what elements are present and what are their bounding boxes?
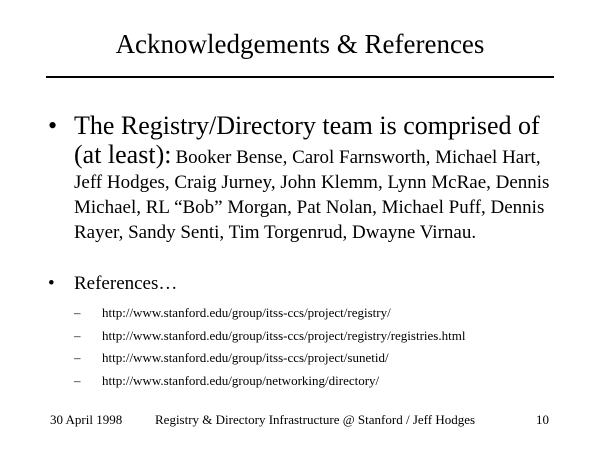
bullet-marker: •: [48, 111, 58, 140]
dash-marker: –: [74, 305, 81, 320]
footer-caption: Registry & Directory Infrastructure @ Stanford / Jeff Hodges: [155, 412, 476, 427]
bullet-team: [48, 111, 558, 245]
title-divider: [46, 76, 554, 78]
slide-title: Acknowledgements & References: [115, 29, 485, 59]
reference-item: [74, 325, 465, 348]
reference-link[interactable]: http://www.stanford.edu/group/itss-ccs/project/sunetid/: [102, 350, 389, 365]
team-lead-text: The Registry/Directory team is comprised of (at least):: [74, 111, 540, 169]
reference-list: [74, 302, 465, 392]
reference-link[interactable]: http://www.stanford.edu/group/itss-ccs/project/registry/registries.html: [102, 327, 466, 343]
bullet-references: [48, 271, 177, 296]
page-number: 10: [536, 412, 549, 427]
footer-date: 30 April 1998: [50, 412, 123, 427]
team-names-text: Booker Bense, Carol Farnsworth, Michael Hart, Jeff Hodges, Craig Jurney, John Klemm, Lynn McRae, Dennis Michael, RL “Bob” Morgan, Pat Nolan, Michael Puff, Dennis Rayer, Sandy Senti, Tim Torgenrud, Dwayne Virnau.: [74, 147, 550, 243]
reference-item: [74, 302, 465, 325]
bullet-team-text: [74, 111, 558, 245]
reference-item: [74, 347, 465, 370]
dash-marker: –: [74, 350, 81, 365]
dash-marker: –: [74, 327, 81, 343]
references-label: References…: [74, 273, 178, 294]
dash-marker: –: [74, 372, 81, 388]
reference-link[interactable]: http://www.stanford.edu/group/networking/directory/: [102, 372, 380, 388]
bullet-marker: •: [48, 273, 55, 294]
reference-link[interactable]: http://www.stanford.edu/group/itss-ccs/project/registry/: [102, 305, 391, 320]
reference-item: [74, 370, 465, 393]
